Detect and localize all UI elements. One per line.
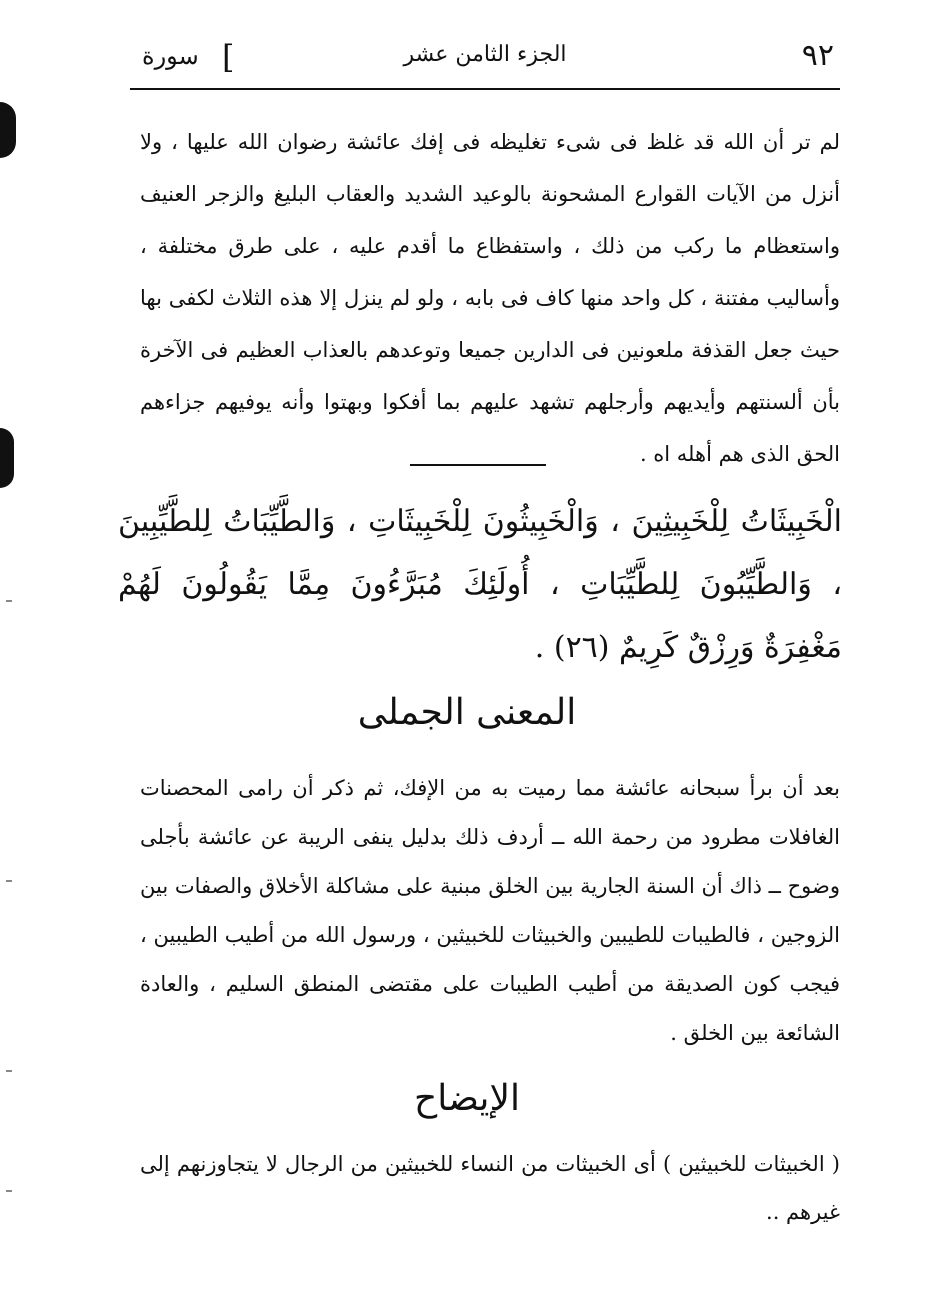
scan-binding-mark: [0, 428, 14, 488]
section-heading-general-meaning: المعنى الجملى: [357, 692, 577, 733]
scan-binding-mark: [0, 102, 16, 158]
part-title: الجزء الثامن عشر: [403, 42, 567, 67]
general-meaning-paragraph: بعد أن برأ سبحانه عائشة مما رميت به من الإفك، ثم ذكر أن رامى المحصنات الغافلات مطرود من رحمة الله ــ أردف ذلك بدليل ينفى الريبة عن عائشة بأجلى وضوح ــ ذاك أن السنة الجارية بين الخلق مبنية على مشاكلة الأخلاق والصفات بين الزوجين ، فالطيبات للطيبين والخبيثات للخبيثين ، ورسول الله من أطيب الطيبين ، فيجب كون الصديقة من أطيب الطيبات على مقتضى المنطق السليم ، والعادة الشائعة بين الخلق .: [140, 776, 840, 1045]
page-header: [130, 28, 840, 92]
section-separator: [410, 464, 546, 466]
commentary-paragraph: لم تر أن الله قد غلظ فى شىء تغليظه فى إفك عائشة رضوان الله عليها ، ولا أنزل من الآيات القوارع المشحونة بالوعيد الشديد والعقاب البليغ والزجر العنيف واستعظام ما ركب من ذلك ، واستفظاع ما أقدم عليه ، على طرق مختلفة ، وأساليب مفتنة ، كل واحد منها كاف فى بابه ، ولو لم ينزل إلا هذه الثلاث لكفى بها حيث جعل القذفة ملعونين فى الدارين جميعا وتوعدهم بالعذاب العظيم فى الآخرة بأن ألسنتهم وأيديهم وأرجلهم تشهد عليهم بما أفكوا وبهتوا وأنه يوفيهم جزاءهم الحق الذى هم أهله اه .: [140, 130, 840, 466]
explanation-paragraph: ( الخبيثات للخبيثين ) أى الخبيثات من النساء للخبيثين من الرجال لا يتجاوزنهم إلى غيرهم ..: [140, 1152, 840, 1224]
surah-label: سورة: [142, 42, 199, 70]
scan-tick-mark: [6, 1190, 12, 1192]
scan-tick-mark: [6, 600, 12, 602]
header-bracket: [: [222, 38, 235, 76]
quran-verse: الْخَبِيثَاتُ لِلْخَبِيثِينَ ، وَالْخَبِيثُونَ لِلْخَبِيثَاتِ ، وَالطَّيِّبَاتُ لِلطَّيِّبِينَ ، وَالطَّيِّبُونَ لِلطَّيِّبَاتِ ، أُولَئِكَ مُبَرَّءُونَ مِمَّا يَقُولُونَ لَهُمْ مَغْفِرَةٌ وَرِزْقٌ كَرِيمٌ (٢٦) .: [118, 504, 842, 665]
page-number: ٩٢: [801, 38, 834, 73]
scan-tick-mark: [6, 1070, 12, 1072]
header-rule: [130, 88, 840, 90]
scan-tick-mark: [6, 880, 12, 882]
section-heading-explanation: الإيضاح: [414, 1078, 520, 1119]
